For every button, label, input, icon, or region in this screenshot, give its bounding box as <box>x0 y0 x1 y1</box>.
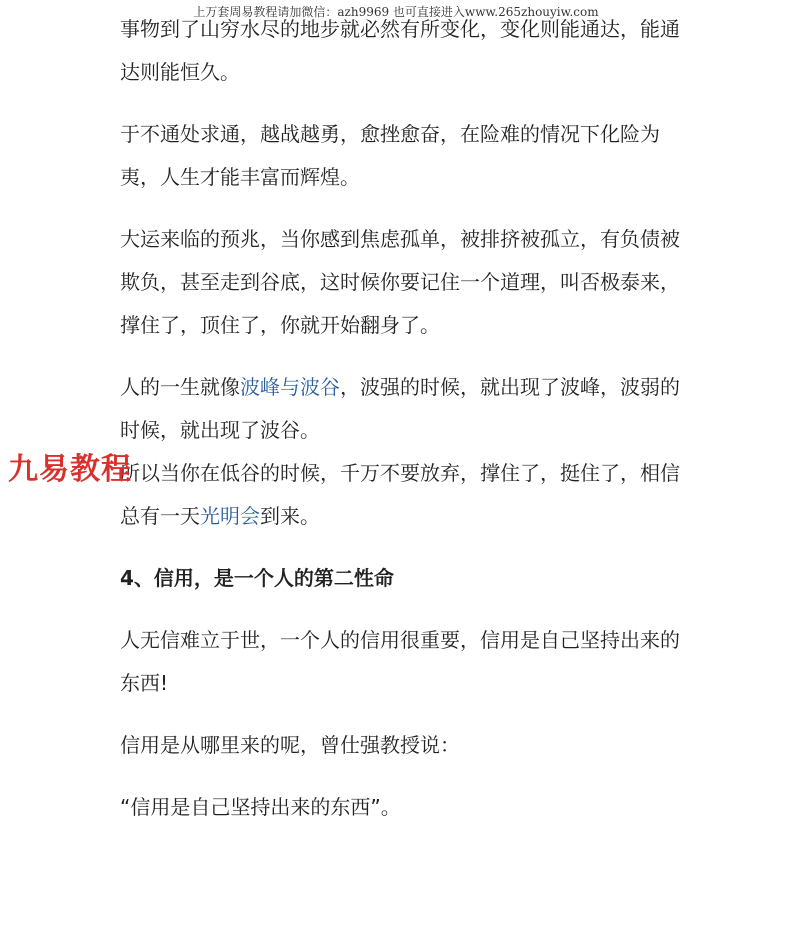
quote-credit: “信用是自己坚持出来的东西”。 <box>120 795 401 819</box>
paragraph-credit-origin: 信用是从哪里来的呢，曾仕强教授说： <box>120 733 460 757</box>
paragraph-peaks-text-start: 人的一生就像 <box>120 375 240 399</box>
light-will-come-link[interactable]: 光明会 <box>200 504 260 528</box>
paragraph-low-text-start: 所以当你在低谷的时候，千万不要放弃，撑住了，挺住了，相信总有一天 <box>120 461 680 528</box>
section-heading-credit: 4、信用，是一个人的第二性命 <box>120 566 394 590</box>
peaks-troughs-link[interactable]: 波峰与波谷 <box>240 375 340 399</box>
paragraph-low-text-end: 到来。 <box>260 504 320 528</box>
paragraph-credit-importance: 人无信难立于世，一个人的信用很重要，信用是自己坚持出来的东西! <box>120 628 680 695</box>
paragraph-peaks-troughs <box>120 366 680 452</box>
paragraph-change: 事物到了山穷水尽的地步就必然有所变化，变化则能通达，能通达则能恒久。 <box>120 17 680 84</box>
article-body <box>120 8 680 829</box>
paragraph-perseverance: 于不通处求通，越战越勇，愈挫愈奋，在险难的情况下化险为夷，人生才能丰富而辉煌。 <box>120 122 660 189</box>
side-watermark-logo: 九易教程 <box>8 452 132 487</box>
top-watermark-text: 上万套周易教程请加微信：azh9969 也可直接进入www.265zhouyiw.com <box>193 5 599 19</box>
paragraph-peaks-text-end: ，波强的时候，就出现了波峰，波弱的时候，就出现了波谷。 <box>120 375 680 442</box>
paragraph-low-point <box>120 452 680 538</box>
paragraph-fortune-sign: 大运来临的预兆，当你感到焦虑孤单，被排挤被孤立，有负债被欺负，甚至走到谷底，这时候你要记住一个道理，叫否极泰来，撑住了，顶住了，你就开始翻身了。 <box>120 227 680 337</box>
